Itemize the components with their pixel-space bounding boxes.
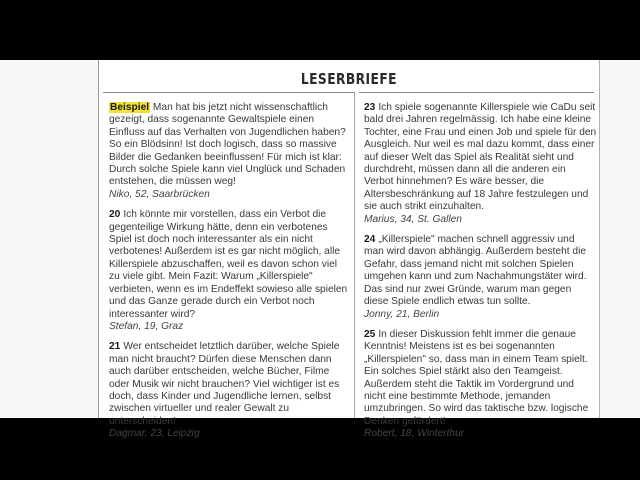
letter-text: Man hat bis jetzt nicht wissenschaftlich gezeigt, dass sogenannte Gewaltspiele einen Einfluss auf das Verhalten von Jugendlichen haben? So ein Blödsinn! Ist doch logisch, dass so massive Bilder die Gedanken beeinflussen! Für mich ist klar: Durch solche Spiele kann viel Unglück und Schaden entstehen, die müssen weg!	[109, 102, 346, 188]
letter-text: Wer entscheidet letztlich darüber, welche Spiele man nicht braucht? Dürfen diese Menschen dann auch darüber entscheiden, welche Bücher, Filme oder Musik wir nicht brauchen? Viel wichtiger ist es doch, dass Kinder und Jugendliche lernen, selbst zwischen virtueller und realer Gewalt zu unterscheiden!	[109, 341, 340, 427]
letter-signature: Dagmar, 23, Leipzig	[109, 428, 200, 440]
letter-number: 21	[109, 341, 121, 353]
document-page	[98, 60, 600, 440]
letter-23	[364, 102, 597, 226]
right-column	[364, 102, 597, 449]
page-title: LESERBRIEFE	[300, 70, 397, 88]
letter-21	[109, 341, 349, 440]
letter-number: 24	[364, 234, 376, 246]
left-column	[109, 102, 349, 449]
letter-20	[109, 209, 349, 333]
example-highlight: Beispiel	[110, 102, 150, 113]
letter-text: In dieser Diskussion fehlt immer die genaue Kenntnis! Meistens ist es bei sogenannten „Killerspielen" so, dass man in einem Team spielt. Ein solches Spiel stärkt also den Teamgeist. Außerdem steht die Taktik im Vordergrund und nicht eine bestimmte Methode, jemanden umzubringen. So wird das taktische bzw. logische Denken gefördert!	[364, 328, 589, 427]
letter-example	[109, 102, 349, 201]
letter-number: 20	[109, 209, 121, 221]
letter-text: Ich könnte mir vorstellen, dass ein Verbot die gegenteilige Wirkung hätte, denn ein verbotenes Spiel ist doch noch interessanter als ein nicht verbotenes! Außerdem ist es gar nicht möglich, alle Killerspiele abzuschaffen, weil es davon schon viel zu viele gibt. Mein Fazit: Warum „Killerspiele" verbieten, wenn es im Endeffekt sowieso alle spielen und das Ganze gerade durch ein Verbot noch interessanter wird?	[109, 209, 348, 320]
letter-24	[364, 234, 597, 321]
letter-number: 25	[364, 328, 376, 340]
column-divider	[354, 93, 355, 418]
letter-signature: Niko, 52, Saarbrücken	[109, 188, 210, 200]
letter-signature: Robert, 18, Winterthur	[364, 428, 465, 440]
column-rule-left	[103, 92, 355, 96]
letter-signature: Stefan, 19, Graz	[109, 320, 184, 332]
letter-text: „Killerspiele" machen schnell aggressiv und man wird davon abhängig. Außerdem besteht die Gefahr, dass jemand nicht mit solchen Spielen umgehen kann und zum Nachahmungstäter wird. Das sind nur zwei Gründe, warum man gegen diese Spiele endlich etwas tun sollte.	[364, 234, 587, 308]
letter-signature: Marius, 34, St. Gallen	[364, 213, 462, 225]
letter-text: Ich spiele sogenannte Killerspiele wie CaDu seit bald drei Jahren regelmässig. Ich habe eine kleine Tochter, eine Frau und einen Job und spiele für den Ausgleich. Nur weil es mal dazu kommt, dass einer auf dieser Welt das Spiel als Realität sieht und durchdreht, müssen dann all die anderen ein Verbot hinnehmen? Es wäre besser, die Altersbeschränkung auf 18 Jahre festzulegen und sie auch strikt einzuhalten.	[364, 102, 597, 213]
column-rule-right	[359, 92, 594, 96]
letter-signature: Jonny, 21, Berlin	[364, 308, 440, 320]
document-viewport	[0, 60, 640, 440]
letter-number: 23	[364, 102, 376, 113]
letter-25	[364, 329, 597, 441]
